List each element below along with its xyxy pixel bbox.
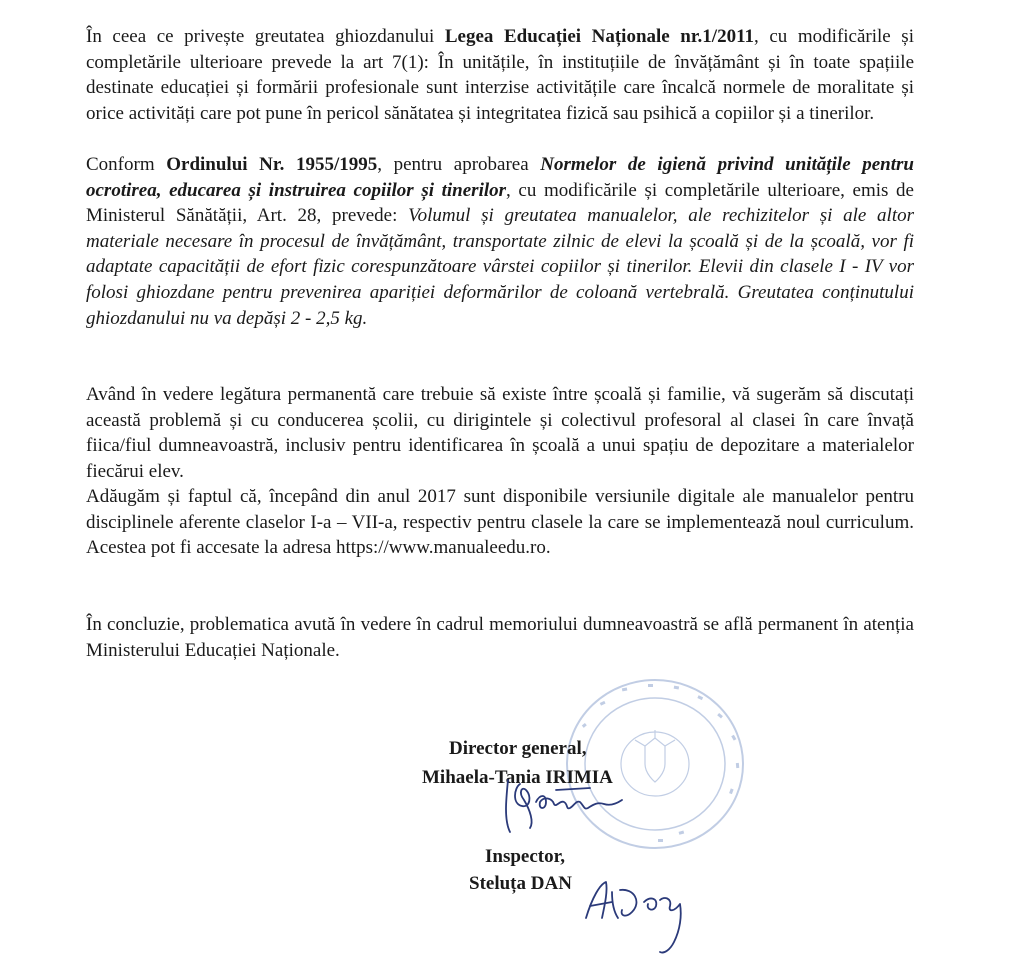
- inspector-signature-icon: [578, 868, 698, 958]
- inspector-title: Inspector,: [485, 846, 566, 867]
- text-run: Conform: [86, 154, 167, 175]
- quoted-article: Volumul și greutatea manualelor, ale rechizitelor și ale altor materiale necesare în procesul de învățământ, transportate zilnic de elevi la școală și de la școală, vor fi adaptate capacității de efort fizic corespunzătoare vârstei copiilor și tinerilor. Elevii din clasele I - IV vor folosi ghiozdane pentru prevenirea apariției deformărilor de coloană vertebrală. Greutatea conținutului ghiozdanului nu va depăși 2 - 2,5 kg.: [86, 205, 914, 329]
- text-run: , cu modificările și completările ulterioare prevede la art 7(1): În unitățile, în instituțiile de învățământ și în toate spațiile destinate educației și formării profesionale sunt interzise activitățile care încalcă normele de moralitate și orice activități care pot pune în pericol sănătatea și integritatea fizică sau psihică a copiilor și a tinerilor.: [86, 26, 914, 124]
- paragraph-conclusion: În concluzie, problematica avută în vedere în cadrul memoriului dumneavoastră se află permanent în atenția Ministerului Educației Naționale.: [86, 614, 914, 661]
- paragraph-legal-basis-law: [86, 24, 914, 126]
- text-run: În ceea ce privește greutatea ghiozdanului: [86, 26, 445, 47]
- norms-title: Normelor de igienă privind unitățile pentru ocrotirea, educarea și instruirea copiilor și tinerilor: [86, 154, 914, 201]
- paragraph-legal-basis-order: [86, 152, 914, 331]
- paragraph-digital-manuals: Adăugăm și faptul că, începând din anul 2017 sunt disponibile versiunile digitale ale manualelor pentru disciplinele aferente claselor I-a – VII-a, respectiv pentru clasele la care se implementează noul curriculum. Acestea pot fi accesate la adresa https://www.manualeedu.ro.: [86, 486, 914, 559]
- order-reference: Ordinului Nr. 1955/1995: [166, 154, 378, 175]
- paragraph-school-family: Având în vedere legătura permanentă care trebuie să existe între școală și familie, vă sugerăm să discutați această problemă și cu conducerea școlii, cu dirigintele și colectivul profesoral al clasei în care învață fiica/fiul dumneavoastră, inclusiv pentru identificarea în școală a unui spațiu de depozitare a materialelor fiecărui elev.: [86, 384, 914, 482]
- text-run: , pentru aprobarea: [377, 154, 541, 175]
- director-title: Director general,: [449, 738, 587, 759]
- director-name: Mihaela-Tania IRIMIA: [422, 767, 613, 788]
- text-run: , cu modificările și completările ulterioare, emis de Ministerul Sănătății, Art. 28, prevede:: [86, 179, 914, 227]
- law-reference: Legea Educației Naționale nr.1/2011: [444, 26, 755, 47]
- inspector-name: Steluța DAN: [469, 873, 572, 894]
- director-signature-icon: [500, 770, 640, 840]
